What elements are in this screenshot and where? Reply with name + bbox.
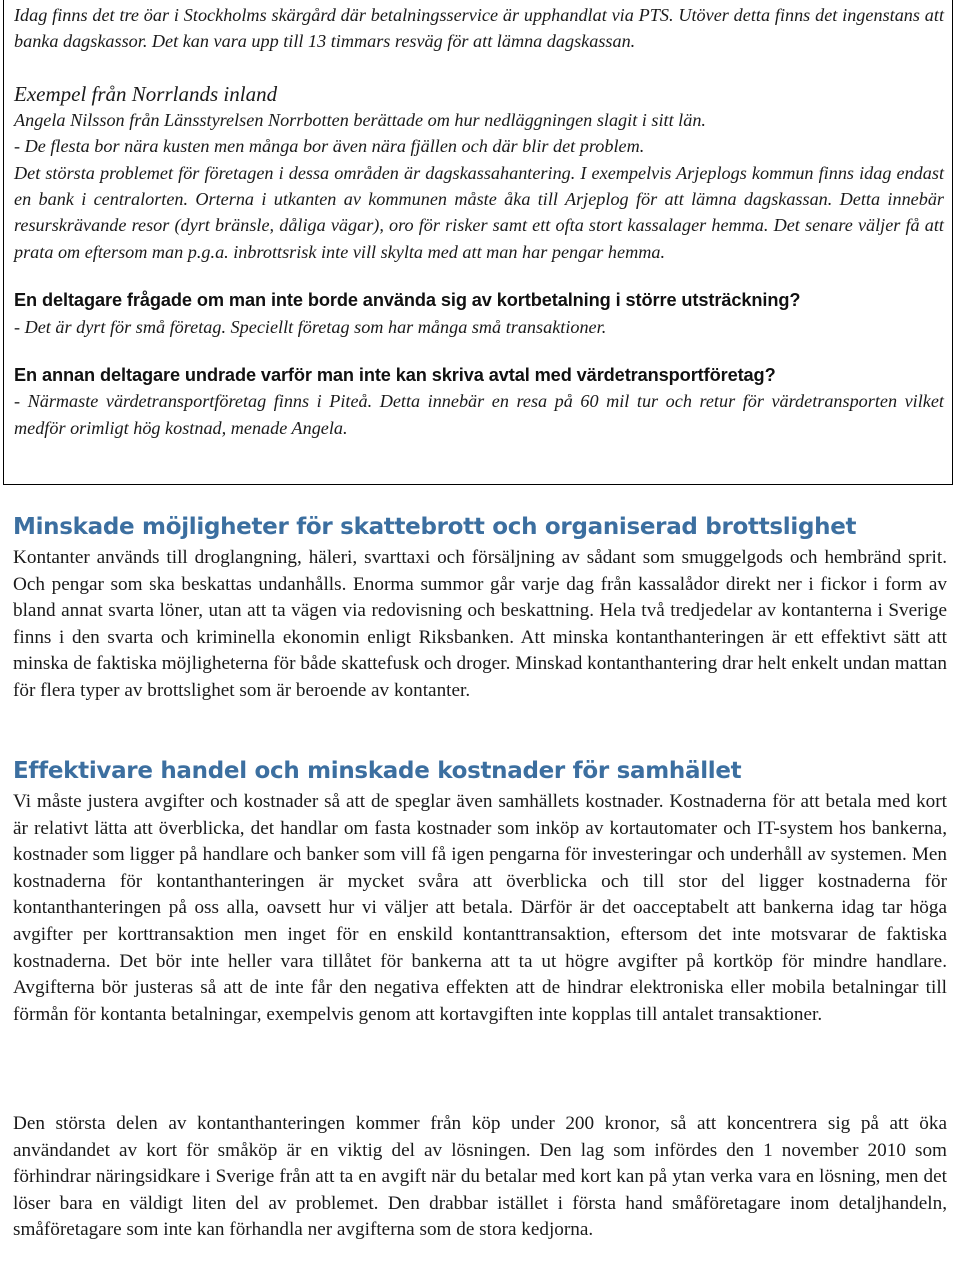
spacer <box>14 55 944 81</box>
section-body: Vi måste justera avgifter och kostnader så att de speglar även samhällets kostnader. Kostnaderna för att betala med kort är relativt lätta att överblicka, det handlar om fasta kostnader som inköp av kortautomater och IT-system hos bankerna, kostnader som ligger på handlare och banker som vill få igen pengarna för investeringar och underhåll av systemen. Men kostnaderna för kontanthanteringen är mycket svåra att överblicka och till stor del ligger kostnaderna för kontanthanteringen på oss alla, oavsett hur vi väljer att betala. Därför är det oacceptabelt att bankerna idag tar höga avgifter per korttransaktion men inget för en enskild kontanttransaktion, eftersom det inte motsvarar de faktiska kostnaderna. Det bör inte heller vara tillåtet för bankerna att ta ut högre avgifter på kortköp för mindre handlare. Avgifterna bör justeras så att de inte får den negativa effekten att de hindrar elektroniska eller mobila betalningar till förmån för kontanta betalningar, exempelvis genom att kortavgiften inte kopplas till antalet transaktioner. <box>13 791 947 1025</box>
example-line: Det största problemet för företagen i dessa områden är dagskassahantering. I exempelvis Arjeplogs kommun finns idag endast en bank i centralorten. Orterna i utkanten av kommunen måste åka till Arjeplog för att lämna dagskassan. Detta innebär resurskrävande resor (dyrt bränsle, dåliga vägar), oro för risker samt ett ofta stort kassalager hemma. Det senare väljer få att prata om eftersom man p.g.a. inbrottsrisk inte vill skylta med att man har pengar hemma. <box>14 162 944 262</box>
example-heading: Exempel från Norrlands inland <box>14 81 278 106</box>
spacer <box>14 340 944 362</box>
example-line: Angela Nilsson från Länsstyrelsen Norrbotten berättade om hur nedläggningen slagit i sitt län. <box>14 109 706 130</box>
section-heading: Minskade möjligheter för skattebrott och organiserad brottslighet <box>13 514 857 540</box>
section-tax-crime <box>13 511 947 705</box>
answer-2: - Närmaste värdetransportföretag finns i Piteå. Detta innebär en resa på 60 mil tur och retur för värdetransporten vilket medför orimligt hög kostnad, menade Angela. <box>14 391 944 438</box>
boxed-excerpt <box>3 0 953 485</box>
spacer <box>14 265 944 287</box>
section-body: Den största delen av kontanthanteringen kommer från köp under 200 kronor, så att koncentrera sig på att öka användandet av kort för småköp är en viktig del av lösningen. Den lag som infördes den 1 november 2010 som förhindrar näringsidkare i Sverige från att ta en avgift när du betalar med kort kan på ytan verka vara en lösning, men det löser bara en väldigt liten del av problemet. Den drabbar istället i första hand småföretagare inom detaljhandeln, småföretagare som inte kan förhandla ner avgifterna som de stora kedjorna. <box>13 1113 947 1241</box>
question-2: En annan deltagare undrade varför man inte kan skriva avtal med värdetransportföretag? <box>14 365 776 386</box>
section-efficient-trade <box>13 755 947 1028</box>
section-body: Kontanter används till droglangning, häleri, svarttaxi och försäljning av sådant som smuggelgods och hembränd sprit. Och pengar som ska beskattas undanhålls. Enorma summor går varje dag från kassalådor direkt ner i fickor i form av bland annat svarta löner, utan att ta vägen via redovisning och beskattning. Hela två tredjedelar av kontanterna i Sverige finns i den svarta och kriminella ekonomin enligt Riksbanken. Att minska kontanthanteringen är ett effektivt sätt att minska de faktiska möjligheterna för både skattefusk och droger. Minskad kontanthantering drar helt enkelt undan mattan för flera typer av brottslighet som är beroende av kontanter. <box>13 547 947 701</box>
question-1: En deltagare frågade om man inte borde använda sig av kortbetalning i större utsträckning? <box>14 290 801 311</box>
example-line: - De flesta bor nära kusten men många bor även nära fjällen och där blir det problem. <box>14 136 645 157</box>
section-body-continued <box>13 1111 947 1244</box>
section-heading: Effektivare handel och minskade kostnader för samhället <box>13 758 742 784</box>
answer-1: - Det är dyrt för små företag. Speciellt företag som har många små transaktioner. <box>14 316 607 337</box>
box-intro: Idag finns det tre öar i Stockholms skärgård där betalningsservice är upphandlat via PTS. Utöver detta finns det ingenstans att banka dagskassor. Det kan vara upp till 13 timmars resväg för att lämna dagskassan. <box>14 5 944 52</box>
